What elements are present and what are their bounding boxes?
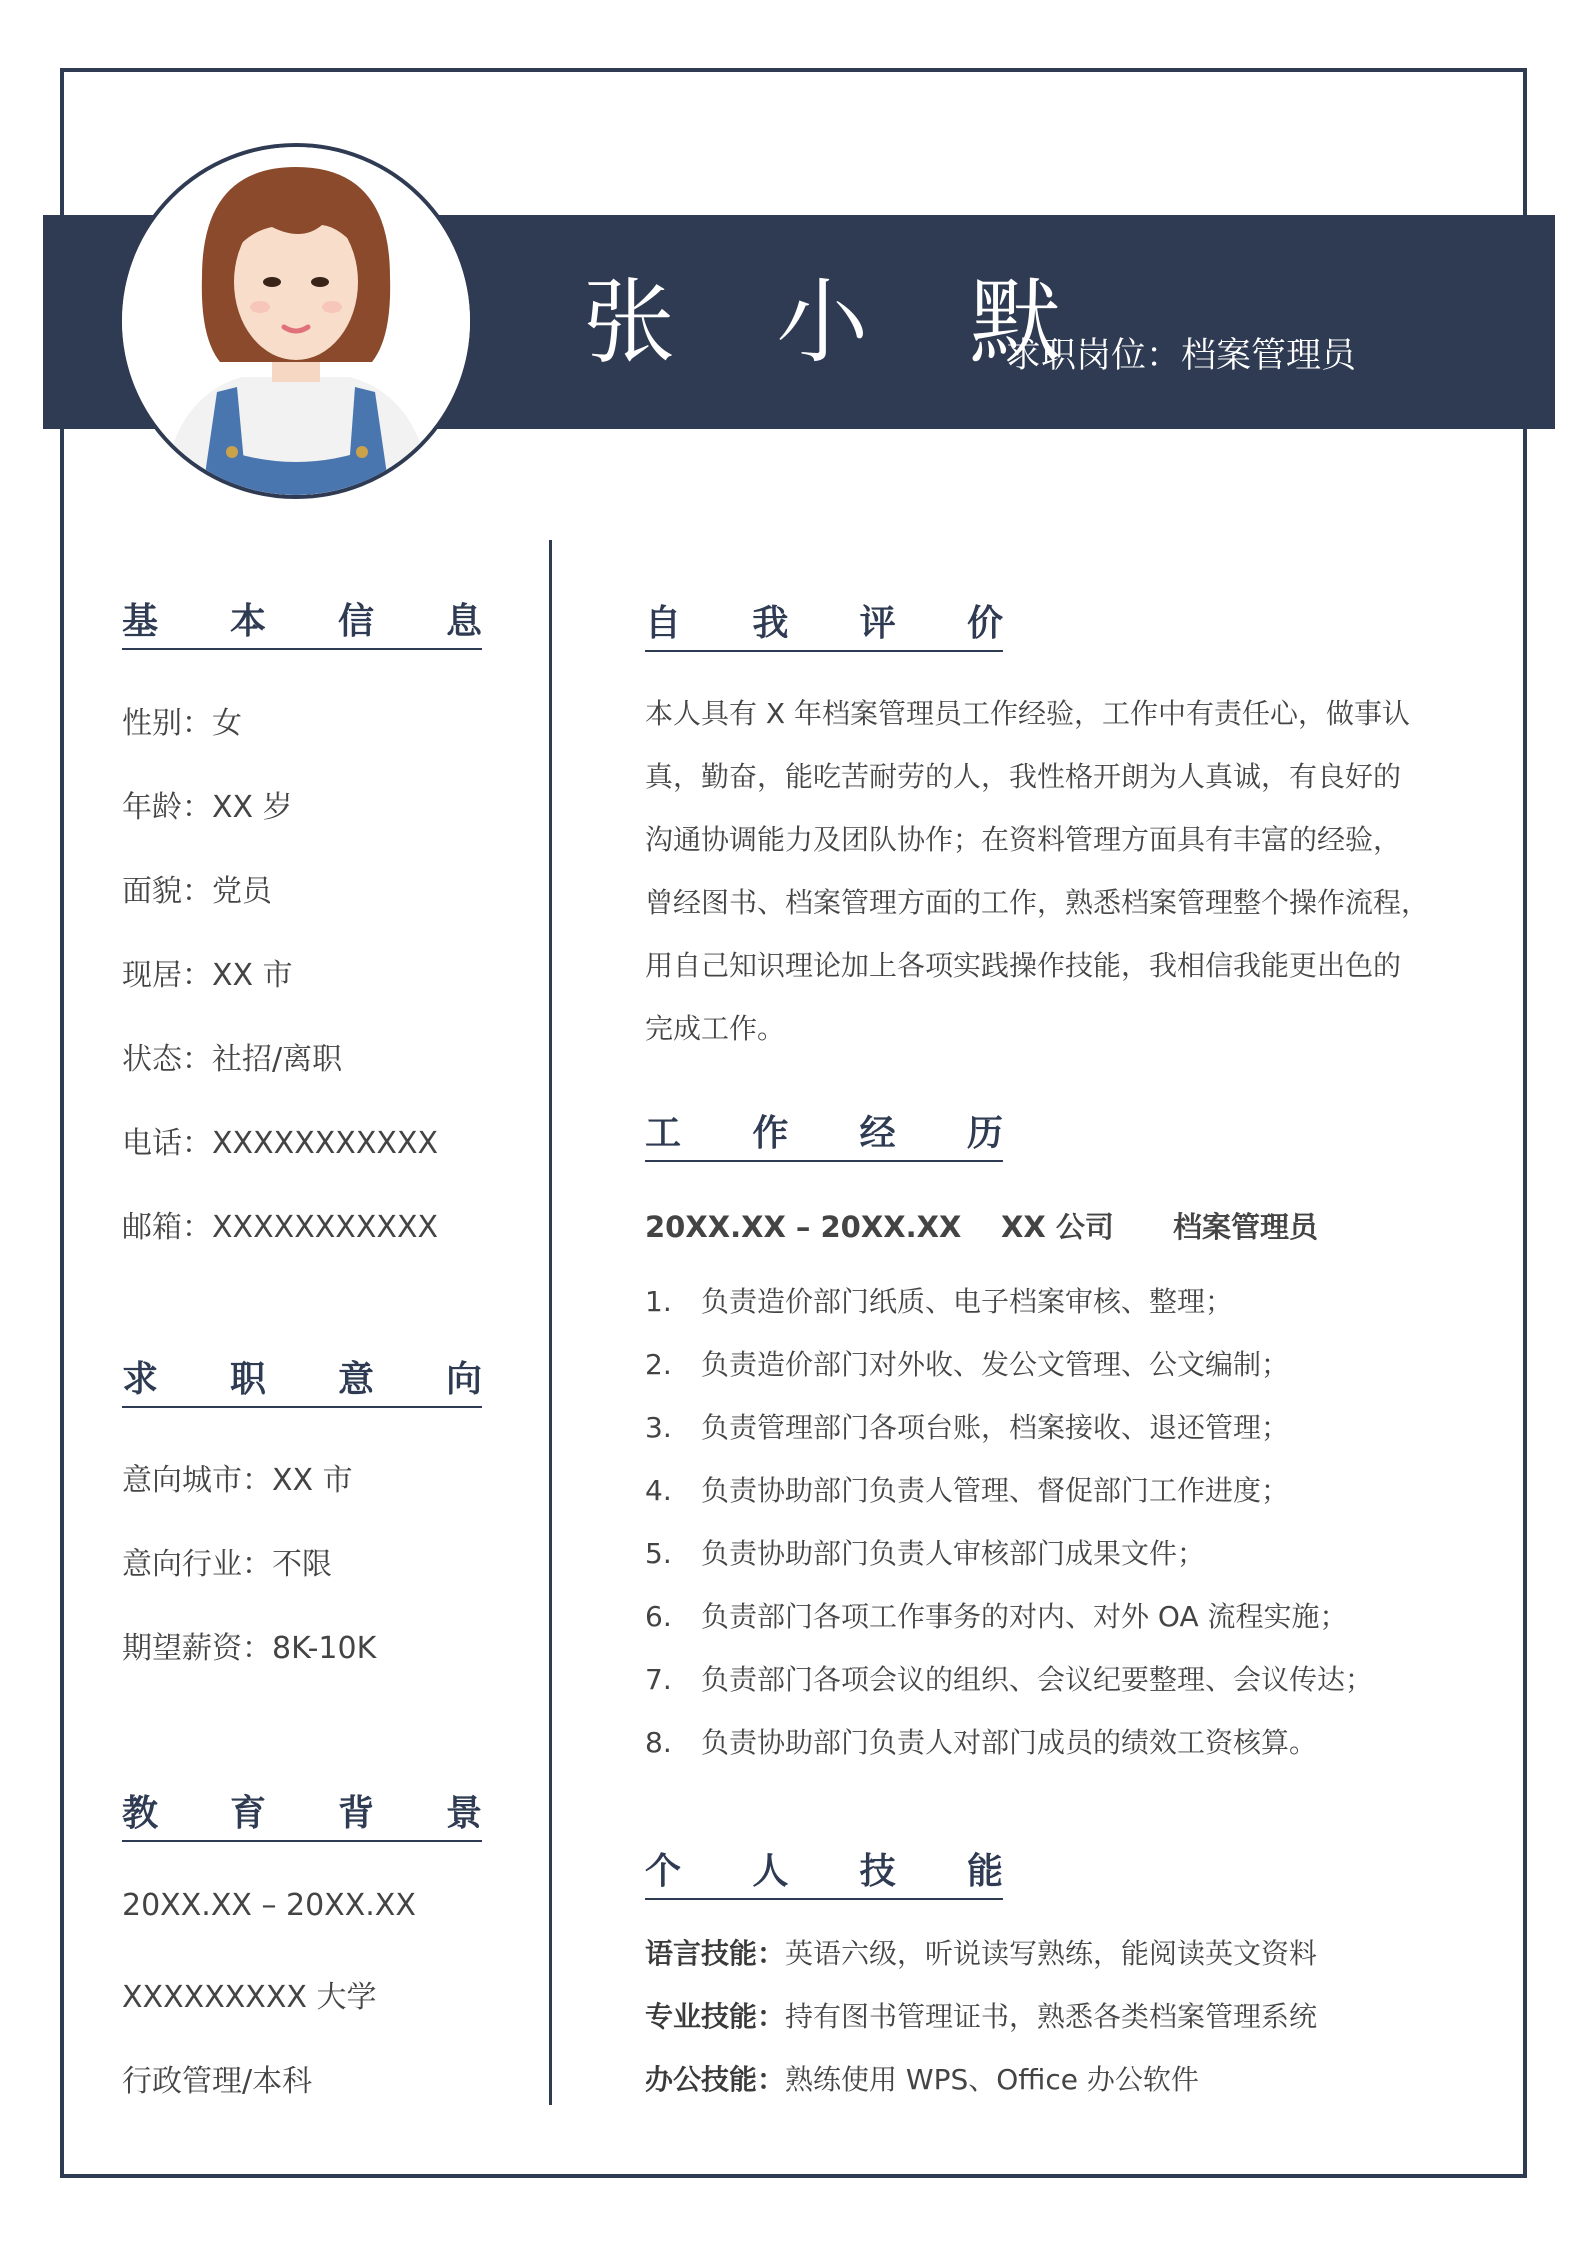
- info-gender: 性别：女: [122, 706, 242, 741]
- education-major: 行政管理/本科: [122, 2064, 313, 2099]
- duty-item: 5. 负责协助部门负责人审核部门成果文件；: [645, 1537, 1206, 1570]
- duty-item: 1. 负责造价部门纸质、电子档案审核、整理；: [645, 1285, 1234, 1318]
- info-status: 状态：社招/离职: [122, 1042, 343, 1077]
- duty-item: 8. 负责协助部门负责人对部门成员的绩效工资核算。: [645, 1726, 1318, 1759]
- info-phone: 电话：XXXXXXXXXXX: [122, 1126, 439, 1161]
- section-title-skills: 个 人 技 能: [645, 1848, 1003, 1900]
- duty-item: 2. 负责造价部门对外收、发公文管理、公文编制；: [645, 1348, 1290, 1381]
- avatar: [118, 143, 474, 499]
- info-political-status: 面貌：党员: [122, 874, 272, 909]
- duty-item: 7. 负责部门各项会议的组织、会议纪要整理、会议传达；: [645, 1663, 1374, 1696]
- education-school: XXXXXXXXX 大学: [122, 1980, 377, 2015]
- info-age: 年龄：XX 岁: [122, 790, 293, 825]
- column-divider: [549, 540, 552, 2105]
- info-email: 邮箱：XXXXXXXXXXX: [122, 1210, 439, 1245]
- skill-language: 语言技能：英语六级，听说读写熟练，能阅读英文资料: [645, 1937, 1318, 1970]
- section-title-intention: 求 职 意 向: [122, 1356, 482, 1408]
- job-position: 求职岗位：档案管理员: [1006, 336, 1357, 376]
- duty-item: 4. 负责协助部门负责人管理、督促部门工作进度；: [645, 1474, 1290, 1507]
- work-header: [645, 1205, 1318, 1246]
- education-period: 20XX.XX – 20XX.XX: [122, 1888, 416, 1923]
- work-company: XX 公司: [1001, 1210, 1114, 1244]
- intention-industry: 意向行业：不限: [122, 1547, 332, 1582]
- section-title-education: 教 育 背 景: [122, 1790, 482, 1842]
- section-title-basic-info: 基 本 信 息: [122, 598, 482, 650]
- skill-professional: 专业技能：持有图书管理证书，熟悉各类档案管理系统: [645, 2000, 1318, 2033]
- duty-item: 6. 负责部门各项工作事务的对内、对外 OA 流程实施；: [645, 1600, 1348, 1633]
- duty-item: 3. 负责管理部门各项台账，档案接收、退还管理；: [645, 1411, 1290, 1444]
- intention-salary: 期望薪资：8K-10K: [122, 1631, 377, 1666]
- intention-city: 意向城市：XX 市: [122, 1463, 353, 1498]
- work-role: 档案管理员: [1173, 1210, 1319, 1244]
- work-period: 20XX.XX – 20XX.XX: [645, 1210, 962, 1244]
- skill-office: 办公技能：熟练使用 WPS、Office 办公软件: [645, 2063, 1199, 2096]
- self-evaluation-text: 本人具有 X 年档案管理员工作经验，工作中有责任心，做事认 真，勤奋，能吃苦耐劳的人，我性格开朗为人真诚，有良好的 沟通协调能力及团队协作；在资料管理方面具有丰富的经验， 曾经图书、档案管理方面的工作，熟悉档案管理整个操作流程， 用自己知识理论加上各项实践操作技能，我相信我能更出色的 完成工作。: [645, 697, 1430, 1045]
- avatar-illustration-icon: [122, 147, 470, 495]
- candidate-name: 张 小 默: [583, 269, 1098, 376]
- section-title-self-evaluation: 自 我 评 价: [645, 600, 1003, 652]
- section-title-work-experience: 工 作 经 历: [645, 1110, 1003, 1162]
- info-residence: 现居：XX 市: [122, 958, 293, 993]
